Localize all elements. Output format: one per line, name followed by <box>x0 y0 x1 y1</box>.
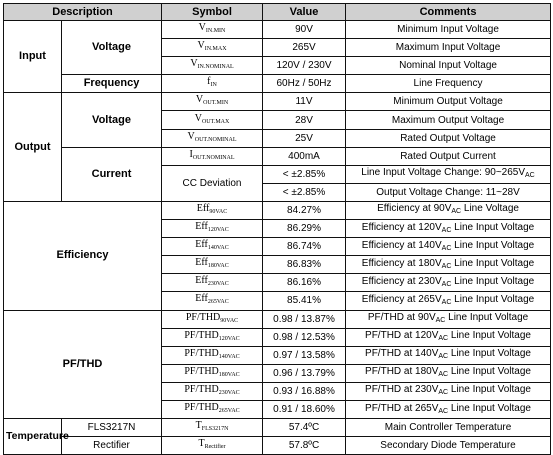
value-cell: 265V <box>263 39 346 57</box>
value-cell: 0.98 / 13.87% <box>263 310 346 328</box>
comment-cell: PF/THD at $180V_{AC}$ Line Input Voltage <box>346 364 551 382</box>
symbol-cell: $PF/THD_{230VAC}$ <box>162 382 263 400</box>
comment-cell: Rated Output Voltage <box>346 129 551 147</box>
group-input: Input <box>4 21 62 93</box>
symbol-cell: Eff$_{230VAC}$ <box>162 274 263 292</box>
symbol-cell: $PF/THD_{140VAC}$ <box>162 346 263 364</box>
value-cell: 57.8ºC <box>263 437 346 455</box>
comment-cell: PF/THD at $120V_{AC}$ Line Input Voltage <box>346 328 551 346</box>
value-cell: < ±2.85% <box>263 183 346 201</box>
symbol-cell: $PF/THD_{90VAC}$ <box>162 310 263 328</box>
pfthd-section <box>4 310 551 419</box>
table-row <box>4 310 551 328</box>
header-symbol: Symbol <box>162 4 263 21</box>
symbol-cell: $V_{IN.NOMINAL}$ <box>162 57 263 75</box>
symbol-cell: Eff$_{90VAC}$ <box>162 201 263 219</box>
symbol-cell: Eff$_{140VAC}$ <box>162 238 263 256</box>
efficiency-section <box>4 201 551 310</box>
comment-cell: PF/THD at $230V_{AC}$ Line Input Voltage <box>346 382 551 400</box>
symbol-cell: $V_{OUT.NOMINAL}$ <box>162 129 263 147</box>
symbol-cell: $T_{Rectifier}$ <box>162 437 263 455</box>
value-cell: 84.27% <box>263 201 346 219</box>
symbol-cell: Eff$_{265VAC}$ <box>162 292 263 310</box>
table-row <box>4 93 551 111</box>
group-efficiency: Efficiency <box>4 201 162 310</box>
value-cell: 28V <box>263 111 346 129</box>
value-cell: 86.83% <box>263 256 346 274</box>
header-value: Value <box>263 4 346 21</box>
table-row <box>4 419 551 437</box>
temp-label-cell: FLS3217N <box>62 419 162 437</box>
comment-cell: PF/THD at $140V_{AC}$ Line Input Voltage <box>346 346 551 364</box>
group-output-current: Current <box>62 147 162 201</box>
comment-cell: Line Input Voltage Change: $90\sim 265V_{AC}$ <box>346 165 551 183</box>
comment-cell: Minimum Output Voltage <box>346 93 551 111</box>
value-cell: 11V <box>263 93 346 111</box>
header-comments: Comments <box>346 4 551 21</box>
header-row <box>4 4 551 21</box>
value-cell: 86.74% <box>263 238 346 256</box>
value-cell: 0.96 / 13.79% <box>263 364 346 382</box>
symbol-cell: $f_{IN}$ <box>162 75 263 93</box>
symbol-cell: $V_{IN.MAX}$ <box>162 39 263 57</box>
header-description: Description <box>4 4 162 21</box>
group-output-voltage: Voltage <box>62 93 162 147</box>
table-row <box>4 201 551 219</box>
comment-cell: Secondary Diode Temperature <box>346 437 551 455</box>
symbol-cell: $PF/THD_{180VAC}$ <box>162 364 263 382</box>
symbol-cell: $V_{OUT.MIN}$ <box>162 93 263 111</box>
value-cell: 85.41% <box>263 292 346 310</box>
comment-cell: Efficiency at $140V_{AC}$ Line Input Voltage <box>346 238 551 256</box>
comment-cell: Efficiency at $230V_{AC}$ Line Input Voltage <box>346 274 551 292</box>
table-row <box>4 75 551 93</box>
value-cell: 0.98 / 12.53% <box>263 328 346 346</box>
group-output: Output <box>4 93 62 202</box>
comment-cell: Efficiency at $120V_{AC}$ Line Input Voltage <box>346 220 551 238</box>
comment-cell: Efficiency at $265V_{AC}$ Line Input Voltage <box>346 292 551 310</box>
symbol-cell: $PF/THD_{120VAC}$ <box>162 328 263 346</box>
spec-table <box>3 3 551 455</box>
comment-cell: Output Voltage Change: 11~28V <box>346 183 551 201</box>
group-temperature: Temperature <box>4 419 62 455</box>
value-cell: 57.4ºC <box>263 419 346 437</box>
comment-cell: Main Controller Temperature <box>346 419 551 437</box>
symbol-cell: Eff$_{180VAC}$ <box>162 256 263 274</box>
symbol-cell: $V_{IN.MIN}$ <box>162 21 263 39</box>
symbol-cell: $PF/THD_{265VAC}$ <box>162 400 263 418</box>
comment-cell: Efficiency at $90V_{AC}$ Line Voltage <box>346 201 551 219</box>
value-cell: 0.91 / 18.60% <box>263 400 346 418</box>
comment-cell: Maximum Input Voltage <box>346 39 551 57</box>
comment-cell: Efficiency at $180V_{AC}$ Line Input Voltage <box>346 256 551 274</box>
value-cell: 25V <box>263 129 346 147</box>
comment-cell: Rated Output Current <box>346 147 551 165</box>
value-cell: 0.93 / 16.88% <box>263 382 346 400</box>
symbol-cell: Eff$_{120VAC}$ <box>162 220 263 238</box>
comment-cell: PF/THD at $265V_{AC}$ Line Input Voltage <box>346 400 551 418</box>
symbol-cell: $V_{OUT.MAX}$ <box>162 111 263 129</box>
temp-label-cell: Rectifier <box>62 437 162 455</box>
value-cell: < ±2.85% <box>263 165 346 183</box>
value-cell: 90V <box>263 21 346 39</box>
value-cell: 400mA <box>263 147 346 165</box>
symbol-cell: $I_{OUT.NOMINAL}$ <box>162 147 263 165</box>
table-row <box>4 21 551 39</box>
symbol-cell: CC Deviation <box>162 165 263 201</box>
comment-cell: PF/THD at $90V_{AC}$ Line Input Voltage <box>346 310 551 328</box>
table-row <box>4 147 551 165</box>
comment-cell: Nominal Input Voltage <box>346 57 551 75</box>
table-row <box>4 437 551 455</box>
value-cell: 0.97 / 13.58% <box>263 346 346 364</box>
group-pfthd: PF/THD <box>4 310 162 419</box>
comment-cell: Minimum Input Voltage <box>346 21 551 39</box>
value-cell: 86.29% <box>263 220 346 238</box>
comment-cell: Maximum Output Voltage <box>346 111 551 129</box>
group-frequency: Frequency <box>62 75 162 93</box>
symbol-cell: $T_{FLS3217N}$ <box>162 419 263 437</box>
comment-cell: Line Frequency <box>346 75 551 93</box>
group-input-voltage: Voltage <box>62 21 162 75</box>
value-cell: 60Hz / 50Hz <box>263 75 346 93</box>
value-cell: 86.16% <box>263 274 346 292</box>
value-cell: 120V / 230V <box>263 57 346 75</box>
